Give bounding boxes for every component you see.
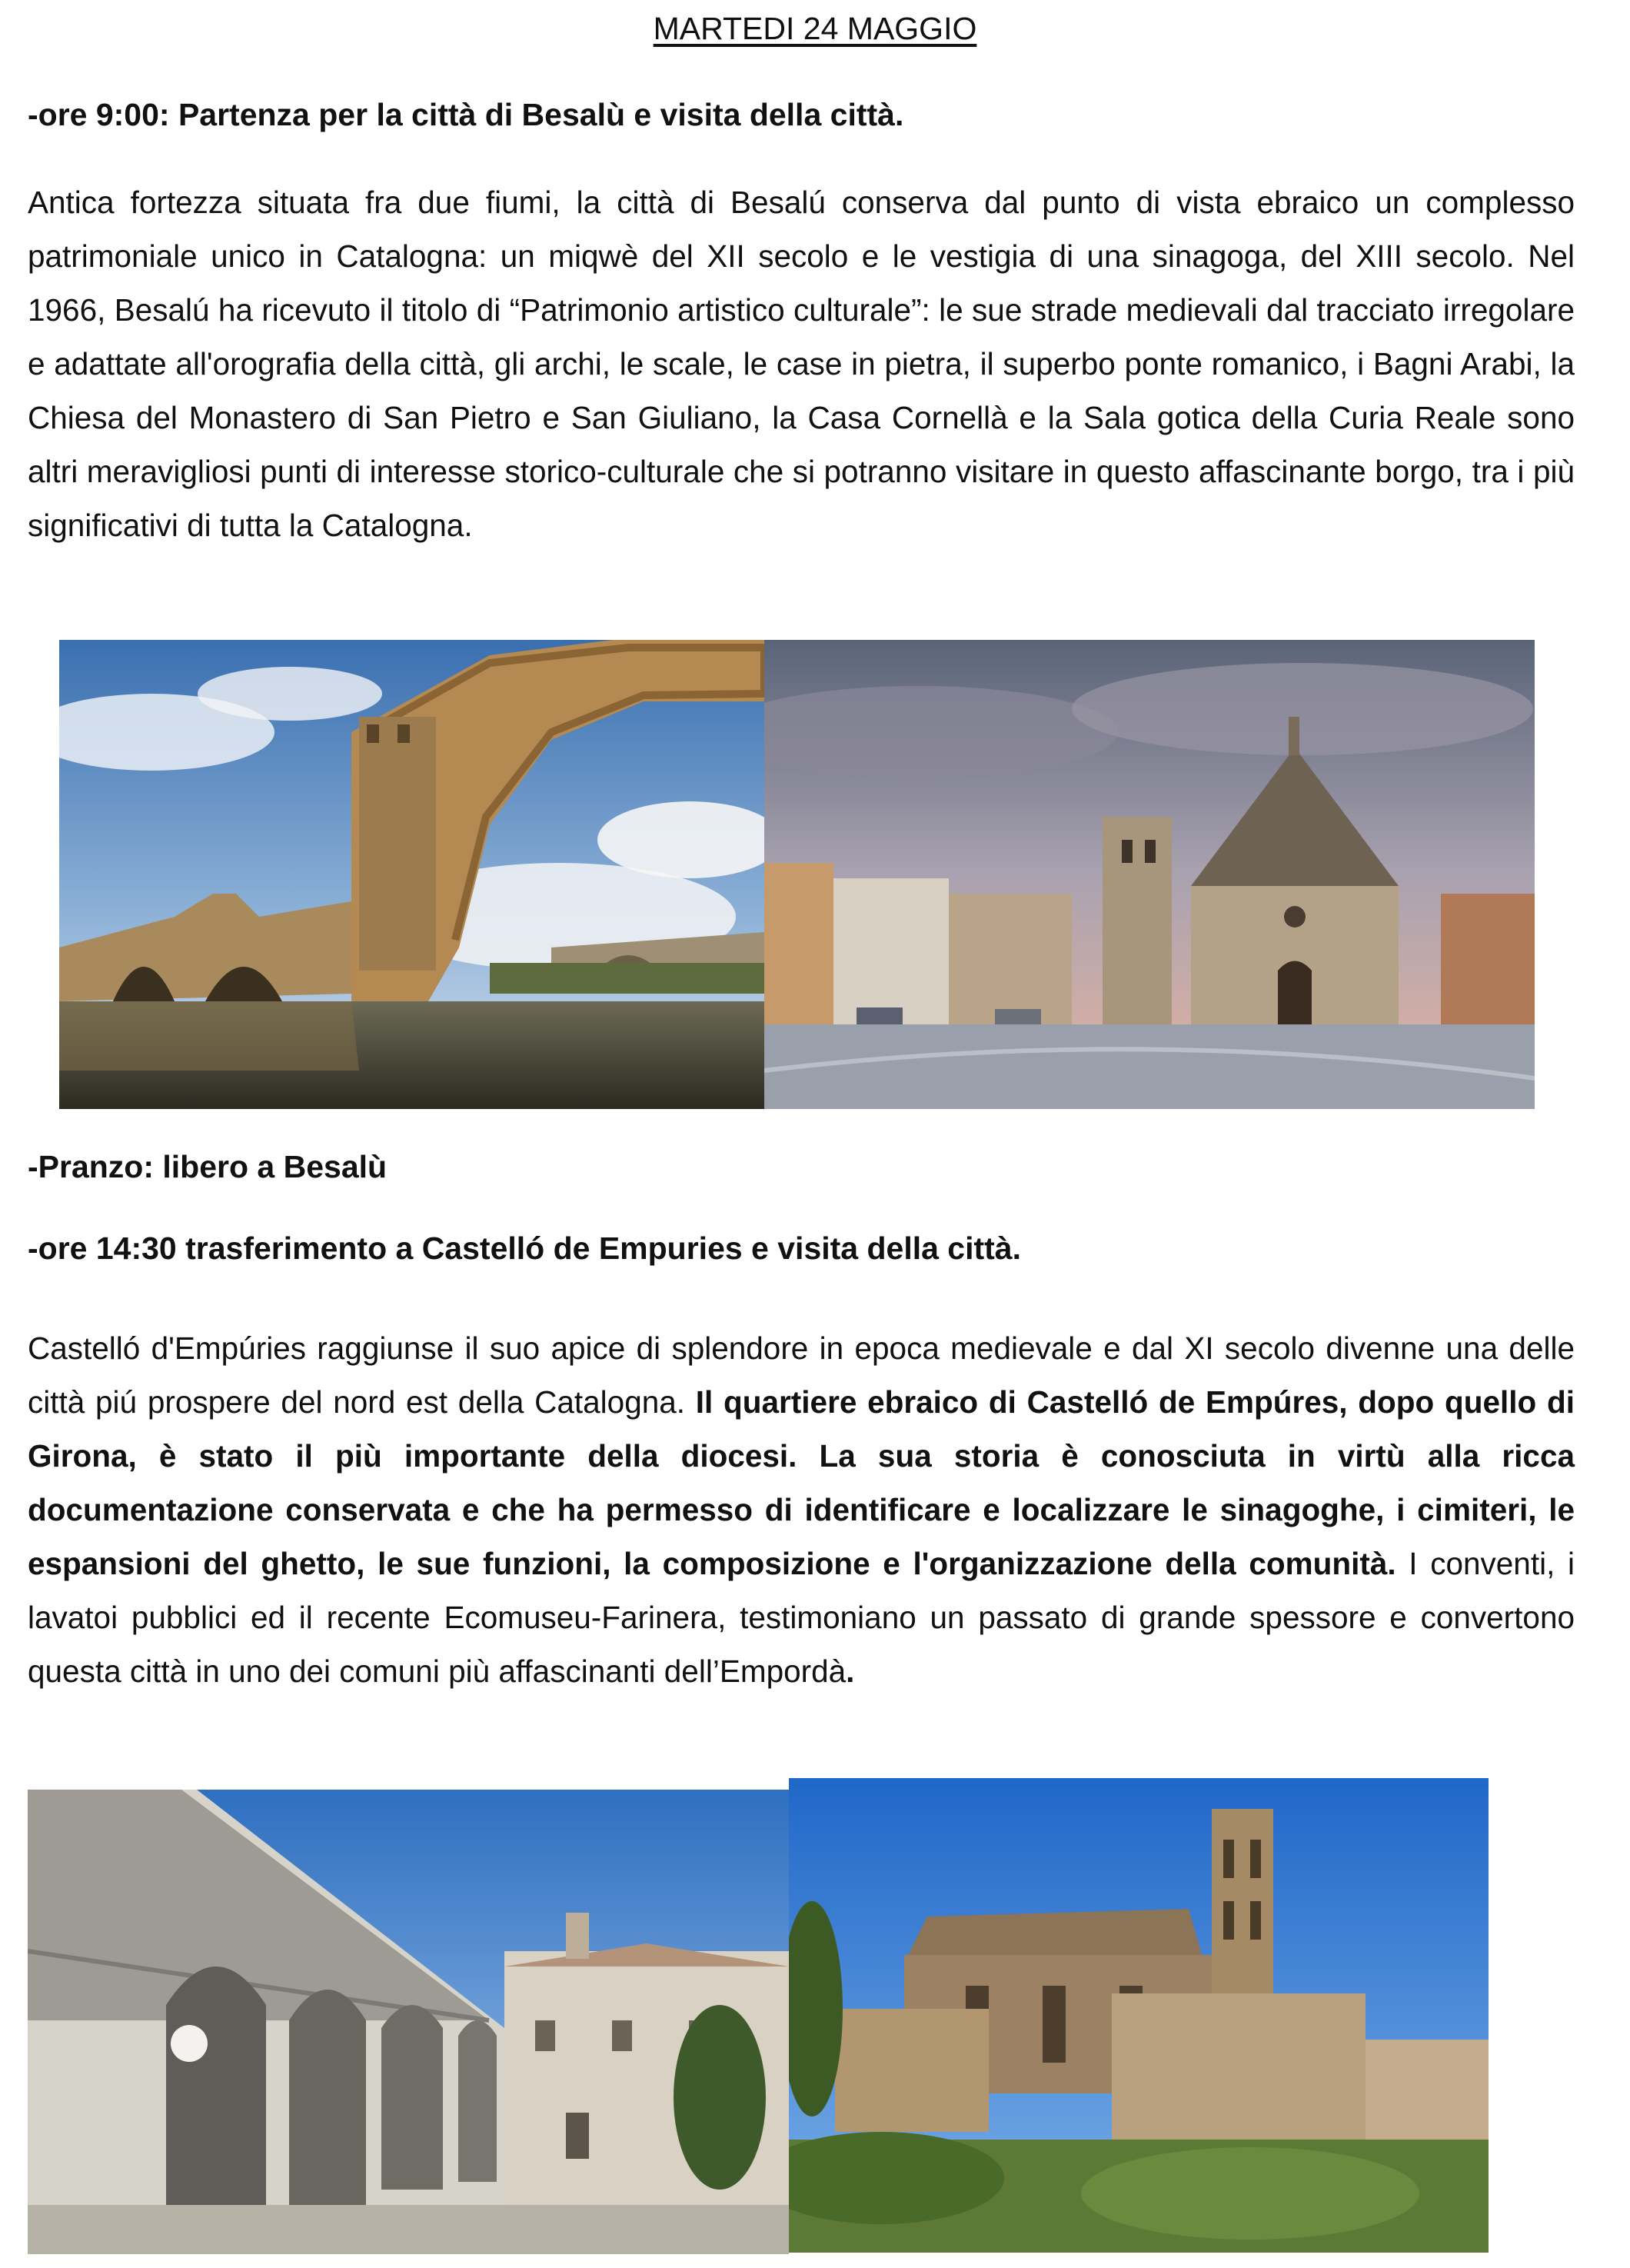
section2-paragraph xyxy=(28,1321,1575,1698)
lunch-heading: -Pranzo: libero a Besalù xyxy=(28,1149,388,1184)
section1-paragraph: Antica fortezza situata fra due fiumi, la città di Besalú conserva dal punto di vista ebraico un complesso patrimoniale unico in Catalogna: un miqwè del XII secolo e le vestigia di una sinagoga, del XIII secolo. Nel 1966, Besalú ha ricevuto il titolo di “Patrimonio artistico culturale”: le sue strade medievali dal tracciato irregolare e adattate all'orografia della città, gli archi, le scale, le case in pietra, il superbo ponte romanico, i Bagni Arabi, la Chiesa del Monastero di San Pietro e San Giuliano, la Casa Cornellà e la Sala gotica della Curia Reale sono altri meravigliosi punti di interesse storico-culturale che si potranno visitare in questo affascinante borgo, tra i più significativi di tutta la Catalogna. xyxy=(28,185,1575,543)
section2-paragraph-bold: Il quartiere ebraico di Castelló de Empúres, dopo quello di Girona, è stato il più importante della diocesi. La sua storia è conosciuta in virtù alla ricca documentazione conservata e che ha permesso di identificare e localizzare le sinagoghe, i cimiteri, le espansioni del ghetto, le sue funzioni, la composizione e l'organizzazione della comunità. xyxy=(28,1384,1575,1581)
section2-heading: -ore 14:30 trasferimento a Castelló de Empuries e visita della città. xyxy=(28,1231,1022,1266)
castello-cathedral-photo xyxy=(789,1778,1489,2253)
section1-heading: -ore 9:00: Partenza per la città di Besalù e visita della città. xyxy=(28,97,904,132)
section2-paragraph-start: Castelló d'Empúries raggiunse il suo apice di splendore in epoca medievale e dal XI secolo divenne una delle città piú prospere del nord est della Catalogna. xyxy=(28,1330,1575,1420)
page-title: MARTEDI 24 MAGGIO xyxy=(653,11,977,46)
besalu-bridge-photo xyxy=(59,640,764,1109)
castello-arcade-photo xyxy=(28,1790,789,2254)
section2-paragraph-final: . xyxy=(846,1654,855,1689)
besalu-church-square-photo xyxy=(764,640,1535,1109)
section2-paragraph-end: I conventi, i lavatoi pubblici ed il recente Ecomuseu-Farinera, testimoniano un passato di grande spessore e convertono questa città in uno dei comuni più affascinanti dell’Empordà xyxy=(28,1546,1575,1689)
